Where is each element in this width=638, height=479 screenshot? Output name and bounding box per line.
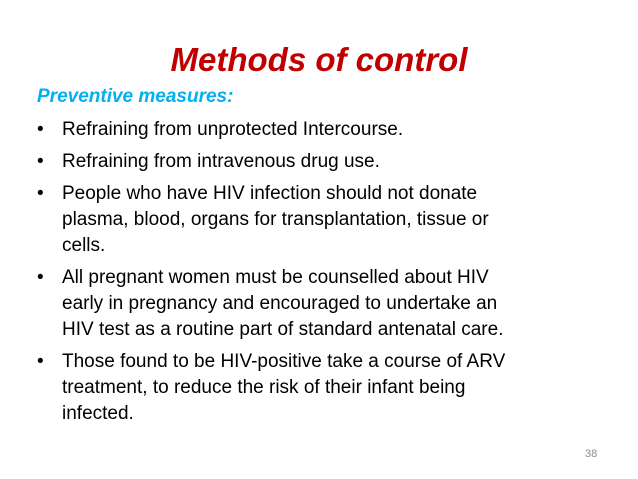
bullet-text-line: Refraining from unprotected Intercourse. [62,119,404,140]
bullet-item [37,181,577,259]
section-subheading: Preventive measures: [37,86,234,107]
bullet-item [37,349,577,427]
bullet-text-line: plasma, blood, organs for transplantation, tissue or [62,209,489,230]
bullet-list [37,117,577,433]
bullet-marker: • [37,267,44,288]
bullet-item [37,149,577,175]
bullet-text-line: Those found to be HIV-positive take a course of ARV [62,351,506,372]
bullet-text-line: People who have HIV infection should not donate [62,183,478,204]
bullet-text-line: HIV test as a routine part of standard antenatal care. [62,319,504,340]
bullet-text-line: treatment, to reduce the risk of their infant being [62,377,466,398]
bullet-marker: • [37,183,44,204]
bullet-text-line: early in pregnancy and encouraged to undertake an [62,293,498,314]
page-number: 38 [585,448,598,460]
bullet-item [37,265,577,343]
bullet-text-line: infected. [62,403,134,424]
bullet-marker: • [37,119,44,140]
bullet-marker: • [37,351,44,372]
bullet-item [37,117,577,143]
bullet-text-line: All pregnant women must be counselled about HIV [62,267,489,288]
bullet-text-line: Refraining from intravenous drug use. [62,151,380,172]
slide-title: Methods of control [170,41,468,78]
bullet-marker: • [37,151,44,172]
bullet-text-line: cells. [62,235,106,256]
